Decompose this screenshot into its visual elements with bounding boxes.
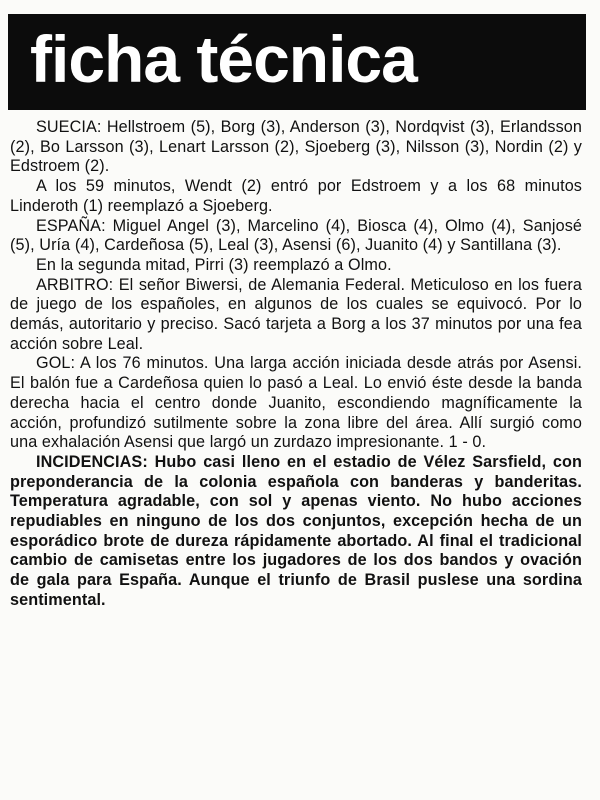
paragraph-text: A los 76 minutos. Una larga acción iniciada desde atrás por Asensi. El balón fue a Cardeñosa quien lo pasó a Leal. Lo envió éste desde la banda derecha hacia el centro donde Juanito, escondiendo magníficamente la acción, profundizó sutilmente sobre la zona libre del área. Allí surgió como una exhalación Asensi que largó un zurdazo impresionante. 1 - 0. — [10, 354, 582, 452]
paragraph-label: INCIDENCIAS: — [36, 452, 148, 471]
paragraph-text: Hubo casi lleno en el estadio de Vélez Sarsfield, con preponderancia de la colonia española con banderas y banderitas. Temperatura agradable, con sol y apenas viento. No hubo acciones repudiables en ninguno de los dos conjuntos, excepción hecha de un esporádico brote de dureza rápidamente abortado. Al final el tradicional cambio de camisetas entre los jugadores de los dos bandos y ovación de gala para España. Aunque el triunfo de Brasil puslese una sordina sentimental. — [10, 452, 582, 609]
paragraph-referee — [10, 276, 582, 355]
match-report — [10, 118, 582, 611]
paragraph-incidents — [10, 453, 582, 611]
paragraph-label: ESPAÑA: — [36, 216, 106, 235]
paragraph-text: En la segunda mitad, Pirri (3) reemplazó a Olmo. — [36, 255, 392, 274]
paragraph-label: ARBITRO: — [36, 275, 114, 294]
page-title: ficha técnica — [30, 22, 417, 96]
paragraph-text: A los 59 minutos, Wendt (2) entró por Edstroem y a los 68 minutos Linderoth (1) reemplazó a Sjoeberg. — [10, 177, 582, 215]
paragraph-text: Hellstroem (5), Borg (3), Anderson (3), Nordqvist (3), Erlandsson (2), Bo Larsson (3), Lenart Larsson (2), Sjoeberg (3), Nilsson (3), Nordin (2) y Edstroem (2). — [10, 118, 582, 176]
paragraph-spain-substitution — [10, 256, 582, 276]
paragraph-spain-lineup — [10, 217, 582, 256]
paragraph-goal — [10, 354, 582, 453]
header-banner — [8, 14, 586, 110]
paragraph-label: GOL: — [36, 354, 76, 373]
paragraph-sweden-lineup — [10, 118, 582, 177]
paragraph-text: El señor Biwersi, de Alemania Federal. Meticuloso en los fuera de juego de los españoles, en algunos de los cuales se equivocó. Por lo demás, autoritario y preciso. Sacó tarjeta a Borg a los 37 minutos por una fea acción sobre Leal. — [10, 275, 582, 353]
paragraph-sweden-substitutions — [10, 177, 582, 216]
paragraph-label: SUECIA: — [36, 118, 102, 136]
paragraph-text: Miguel Angel (3), Marcelino (4), Biosca (4), Olmo (4), Sanjosé (5), Uría (4), Cardeñosa (5), Leal (3), Asensi (6), Juanito (4) y Santillana (3). — [10, 216, 582, 255]
